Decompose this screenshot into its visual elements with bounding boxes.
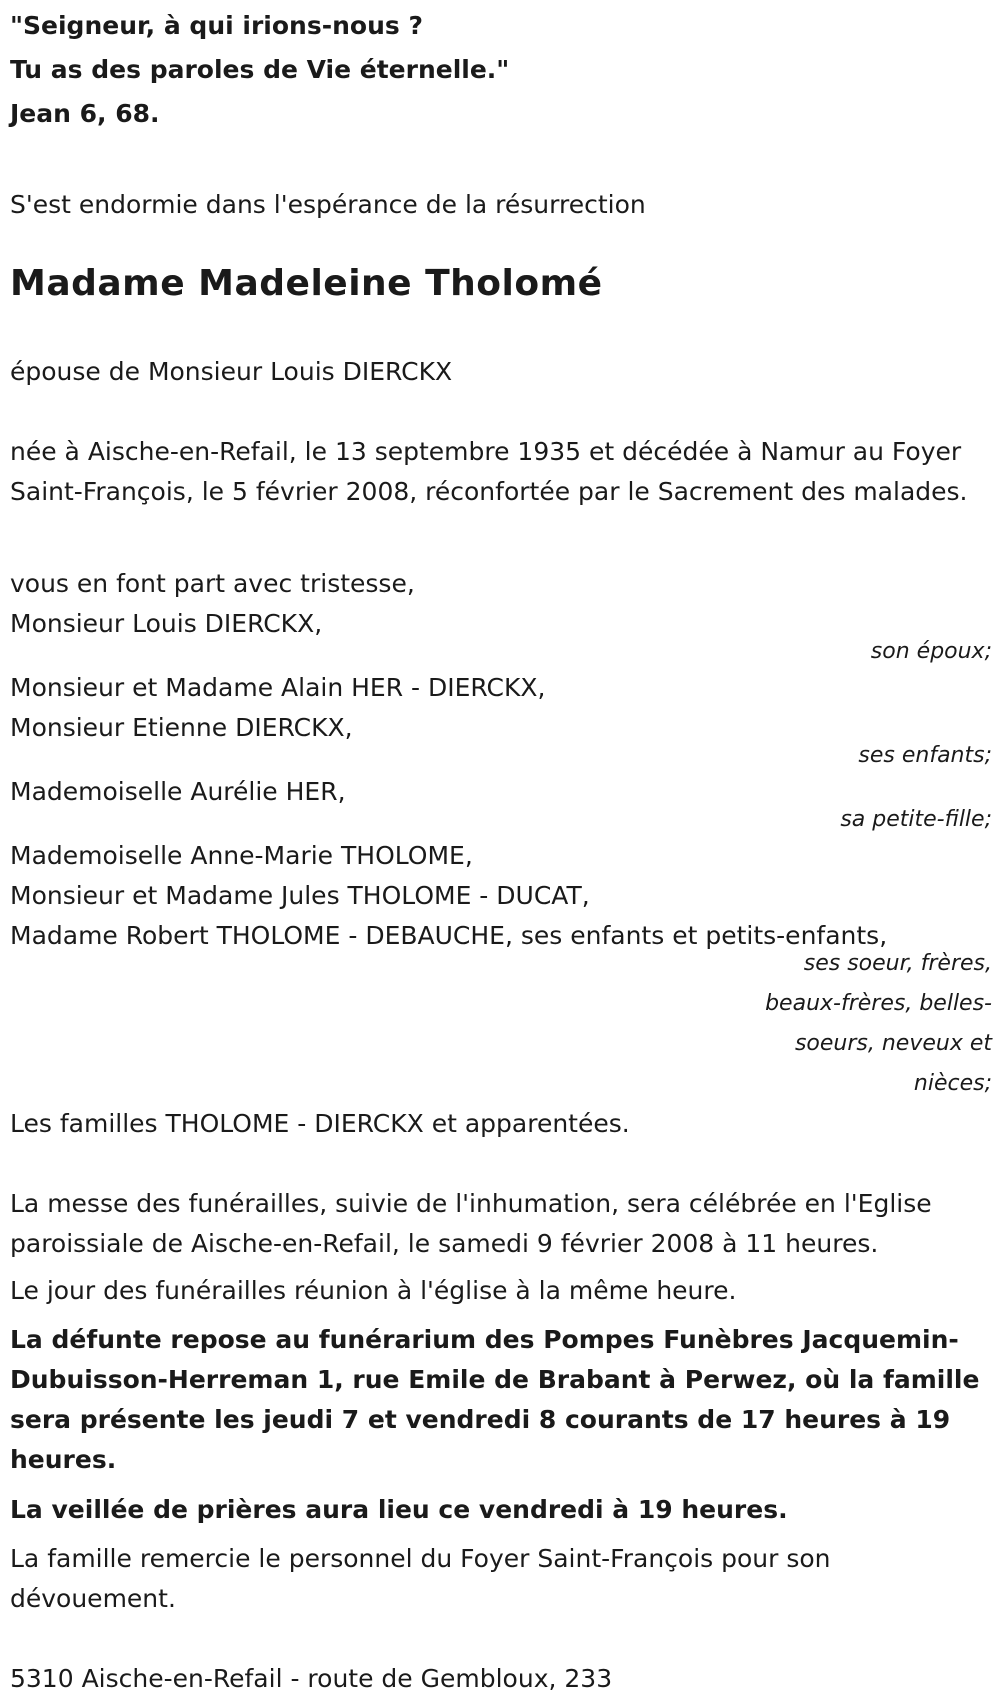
children-relation: ses enfants; <box>858 743 992 768</box>
birth-death-text: née à Aische-en-Refail, le 13 septembre 1935 et décédée à Namur au Foyer Saint-François, le 5 février 2008, réconfortée par le Sacrement des malades. <box>10 437 968 506</box>
funeral-mass-text: La messe des funérailles, suivie de l'inhumation, sera célébrée en l'Eglise paroissiale de Aische-en-Refail, le samedi 9 février 2008 à 11 heures. <box>10 1189 932 1258</box>
grandchild-relation: sa petite-fille; <box>840 807 992 832</box>
sibling-name-2: Monsieur et Madame Jules THOLOME - DUCAT, <box>10 881 590 910</box>
sibling-name-3: Madame Robert THOLOME - DEBAUCHE, ses enfants et petits-enfants, <box>10 921 888 950</box>
funeral-reunion-text: Le jour des funérailles réunion à l'église à la même heure. <box>10 1276 737 1305</box>
spouse-name: Monsieur Louis DIERCKX, <box>10 609 323 638</box>
announce-text: vous en font part avec tristesse, <box>10 569 415 598</box>
spouse-line: épouse de Monsieur Louis DIERCKX <box>10 357 453 386</box>
grandchild-name: Mademoiselle Aurélie HER, <box>10 777 346 806</box>
siblings-relation: ses soeur, frères, beaux-frères, belles-soeurs, neveux et nièces; <box>765 951 992 1096</box>
child-name-2: Monsieur Etienne DIERCKX, <box>10 713 353 742</box>
sibling-name-1: Mademoiselle Anne-Marie THOLOME, <box>10 841 473 870</box>
spouse-relation: son époux; <box>870 639 992 664</box>
quote-line-1: "Seigneur, à qui irions-nous ? <box>10 11 423 40</box>
child-name-1: Monsieur et Madame Alain HER - DIERCKX, <box>10 673 546 702</box>
address-line: 5310 Aische-en-Refail - route de Gembloux, 233 <box>10 1664 613 1693</box>
deceased-name: Madame Madeleine Tholomé <box>10 263 603 304</box>
thanks-text: La famille remercie le personnel du Foyer Saint-François pour son dévouement. <box>10 1544 831 1613</box>
intro-text: S'est endormie dans l'espérance de la résurrection <box>10 190 646 219</box>
funeral-rest-text: La défunte repose au funérarium des Pompes Funèbres Jacquemin-Dubuisson-Herreman 1, rue Emile de Brabant à Perwez, où la famille sera présente les jeudi 7 et vendredi 8 courants de 17 heures à 19 heures. <box>10 1325 980 1474</box>
vigil-text: La veillée de prières aura lieu ce vendredi à 19 heures. <box>10 1495 788 1524</box>
quote-line-2: Tu as des paroles de Vie éternelle." <box>10 55 510 84</box>
families-line: Les familles THOLOME - DIERCKX et apparentées. <box>10 1109 630 1138</box>
quote-reference: Jean 6, 68. <box>10 99 160 128</box>
